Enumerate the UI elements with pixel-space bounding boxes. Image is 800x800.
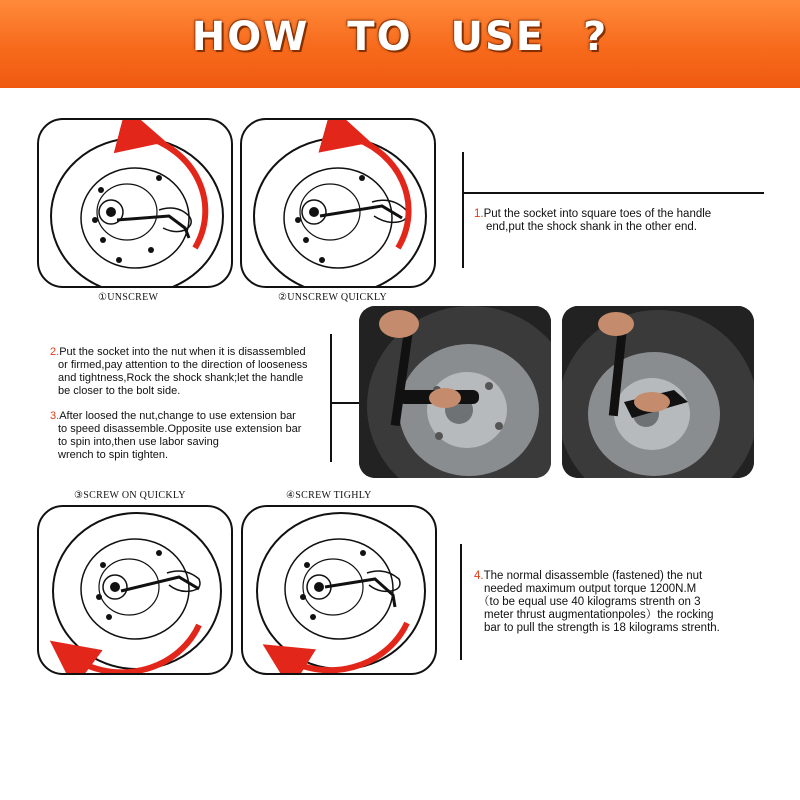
wheel-illustration [242, 120, 434, 286]
wheel-illustration [243, 507, 435, 673]
panel-caption: ①UNSCREW [98, 292, 159, 303]
panel-screw-tighly [241, 505, 437, 675]
step-number: 3. [50, 410, 60, 422]
panel-caption: ②UNSCREW QUICKLY [278, 292, 387, 303]
step-3-text: 3.After loosed the nut,change to use extension bar to speed disassemble.Opposite use extension bar to spin into,then use labor saving wrench to spin tighten. [50, 410, 302, 461]
step-number: 2. [50, 346, 60, 358]
photo-extension-bar [562, 306, 754, 478]
step-number: 1. [474, 208, 484, 220]
panel-screw-on-quickly [37, 505, 233, 675]
wheel-illustration [39, 120, 231, 286]
photo-wrench-on-wheel [359, 306, 551, 478]
panel-unscrew-quickly [240, 118, 436, 288]
step-1-text: 1.Put the socket into square toes of the handle end,put the shock shank in the other end. [474, 208, 712, 233]
divider-vertical [330, 334, 332, 462]
wheel-illustration [39, 507, 231, 673]
panel-caption: ③SCREW ON QUICKLY [74, 490, 186, 501]
panel-unscrew [37, 118, 233, 288]
step-4-text: 4.The normal disassemble (fastened) the nut needed maximum output torque 1200N.M （to be equal use 40 kilograms strenth on 3 meter thrust augmentationpoles）the rocking bar to pull the strength is 18 kilograms strenth. [474, 570, 720, 634]
header-banner [0, 0, 800, 88]
divider-vertical [462, 152, 464, 268]
divider-vertical [460, 544, 462, 660]
step-2-text: 2.Put the socket into the nut when it is disassembled or firmed,pay attention to the direction of looseness and tightness,Rock the shock shank;let the handle be closer to the bolt side. [50, 346, 308, 397]
divider-horizontal [462, 192, 764, 194]
page-title: HOW TO USE ? [191, 14, 609, 60]
step-number: 4. [474, 570, 484, 582]
panel-caption: ④SCREW TIGHLY [286, 490, 372, 501]
divider-horizontal [330, 402, 360, 404]
